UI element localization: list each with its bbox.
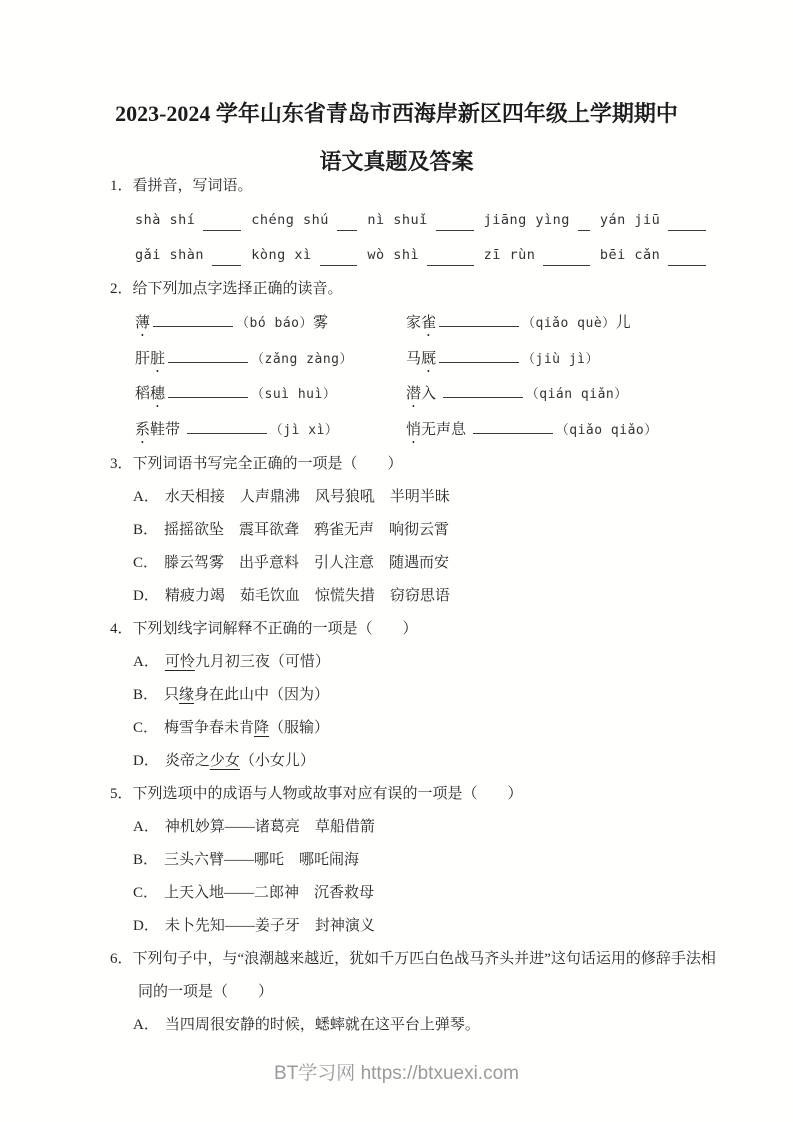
answer-blank — [668, 265, 706, 266]
word-rest: 鞋带 — [150, 421, 184, 438]
q4-option-a — [133, 646, 716, 679]
q1-item — [600, 238, 716, 273]
footer-watermark: BT学习网 https://btxuexi.com — [274, 1063, 519, 1084]
option-label: A． — [133, 489, 159, 505]
option-pre: 炎帝之 — [164, 753, 210, 769]
option-rest: （小女儿） — [239, 753, 315, 769]
q4-option-d — [133, 745, 716, 778]
option-text: 摇摇欲坠 震耳欲聋 鸦雀无声 响彻云霄 — [164, 522, 450, 538]
q5-option-b — [133, 844, 716, 877]
q1-pinyin-row-2 — [135, 238, 716, 273]
pinyin-label: zī rùn — [483, 247, 536, 263]
q1-item — [484, 238, 600, 273]
answer-blank — [427, 265, 473, 266]
option-text: 精疲力竭 茹毛饮血 惊慌失措 窃窃思语 — [164, 588, 450, 604]
option-rest: 身在此山中（因为） — [194, 687, 330, 703]
option-text: 滕云驾雾 出乎意料 引人注意 随遇而安 — [164, 555, 450, 571]
word-dotted-char: 潜 — [406, 386, 422, 402]
pinyin-label: nì shuǐ — [367, 212, 428, 228]
q1-item — [251, 203, 367, 238]
option-label: A． — [133, 1017, 159, 1033]
q5-option-c — [133, 877, 716, 910]
pinyin-label: bēi cǎn — [599, 247, 661, 263]
answer-blank — [436, 230, 474, 231]
option-label: D． — [133, 753, 159, 769]
option-label: A． — [133, 654, 159, 670]
q3-stem: 3．下列词语书写完全正确的一项是（ ） — [110, 456, 403, 472]
answer-blank — [320, 265, 358, 266]
underlined-word: 降 — [254, 720, 270, 736]
pinyin-choices: （suì huì） — [251, 387, 337, 402]
underlined-word: 可怜 — [164, 654, 195, 670]
answer-blank — [168, 346, 248, 363]
q3-option-c — [133, 547, 716, 580]
pinyin-label: wò shì — [367, 247, 420, 263]
option-label: B． — [133, 522, 159, 538]
answer-blank — [439, 346, 519, 363]
underlined-word: 少女 — [209, 753, 240, 769]
q1-pinyin-row-1 — [135, 203, 716, 238]
word-dotted-char: 厩 — [421, 350, 437, 367]
pinyin-choices: （zǎng zàng） — [251, 351, 353, 367]
exam-content — [110, 170, 716, 1042]
word-dotted-char: 穗 — [150, 386, 166, 402]
word-pre: 肝 — [135, 350, 151, 367]
q1-item — [135, 238, 251, 273]
pinyin-label: chéng shú — [251, 212, 329, 228]
pinyin-choices: （qiǎo què） — [522, 316, 616, 331]
option-label: C． — [133, 885, 159, 901]
q3-option-b — [133, 514, 716, 547]
word-dotted-char: 脏 — [150, 350, 166, 367]
q2-stem: 2．给下列加点字选择正确的读音。 — [110, 281, 343, 297]
option-pre: 只 — [164, 687, 180, 703]
option-text: 上天入地——二郎神 沉香救母 — [164, 885, 375, 901]
q1-stem: 1．看拼音，写词语。 — [110, 178, 253, 194]
word-tail: 雾 — [312, 315, 328, 331]
q2-item — [406, 342, 716, 378]
q6-option-a — [133, 1009, 716, 1042]
q2-item — [406, 413, 716, 449]
q1-item — [484, 203, 600, 238]
pinyin-label: yán jiū — [599, 212, 661, 228]
option-text: 当四周很安静的时候，蟋蟀就在这平台上弹琴。 — [164, 1017, 480, 1033]
q1-item — [251, 238, 367, 273]
answer-blank — [473, 417, 553, 434]
q1-item — [367, 238, 483, 273]
pinyin-choices: （jì xì） — [269, 422, 339, 438]
answer-blank — [439, 310, 519, 327]
option-label: B． — [133, 852, 159, 868]
word-tail: 儿 — [615, 315, 631, 331]
answer-blank — [187, 417, 267, 434]
q3-option-d — [133, 580, 716, 613]
word-dotted-char: 雀 — [421, 315, 437, 331]
q1-item — [367, 203, 483, 238]
q2-item — [135, 377, 406, 413]
q5-option-a — [133, 811, 716, 844]
option-label: B． — [133, 687, 159, 703]
option-rest: （服输） — [269, 720, 330, 736]
word-dotted-char: 悄 — [406, 421, 422, 438]
title-line-2: 语文真题及答案 — [319, 149, 474, 174]
answer-blank — [153, 310, 233, 327]
word-pre: 马 — [406, 350, 422, 367]
option-label: C． — [133, 555, 159, 571]
option-text: 三头六臂——哪吒 哪吒闹海 — [164, 852, 360, 868]
answer-blank — [578, 230, 590, 231]
q2-item — [135, 413, 406, 449]
option-label: C． — [133, 720, 159, 736]
pinyin-label: shà shí — [135, 212, 196, 228]
pinyin-choices: （qián qiǎn） — [525, 387, 628, 402]
underlined-word: 缘 — [179, 687, 195, 703]
q2-item — [406, 377, 716, 413]
pinyin-label: jiāng yìng — [483, 212, 570, 228]
answer-blank — [203, 230, 241, 231]
option-label: A． — [133, 819, 159, 835]
option-pre: 梅雪争春未肯 — [164, 720, 255, 736]
pinyin-choices: （bó báo） — [236, 316, 313, 331]
q4-stem: 4．下列划线字词解释不正确的一项是（ ） — [110, 621, 418, 637]
word-rest: 无声息 — [421, 421, 470, 438]
word-rest: 入 — [421, 386, 440, 402]
q2-item — [406, 306, 716, 342]
q4-option-b — [133, 679, 716, 712]
option-text: 神机妙算——诸葛亮 草船借箭 — [164, 819, 375, 835]
q6-stem: 6．下列句子中，与“浪潮越来越近，犹如千万匹白色战马齐头并进”这句话运用的修辞手法相同的一项是（ ） — [110, 951, 716, 1000]
q1-item — [600, 203, 716, 238]
answer-blank — [337, 230, 358, 231]
pinyin-label: kòng xì — [251, 247, 312, 263]
pinyin-label: gǎi shàn — [135, 247, 205, 263]
q3-option-a — [133, 481, 716, 514]
answer-blank — [168, 381, 248, 398]
title-line-1: 2023-2024 学年山东省青岛市西海岸新区四年级上学期期中 — [115, 101, 678, 126]
word-dotted-char: 薄 — [135, 315, 151, 331]
answer-blank — [543, 265, 589, 266]
answer-blank — [443, 381, 523, 398]
q5-stem: 5．下列选项中的成语与人物或故事对应有误的一项是（ ） — [110, 786, 523, 802]
word-dotted-char: 系 — [135, 421, 151, 438]
q2-items-grid — [135, 306, 716, 448]
option-label: D． — [133, 588, 159, 604]
answer-blank — [668, 230, 706, 231]
option-label: D． — [133, 918, 159, 934]
word-pre: 稻 — [135, 386, 151, 402]
word-pre: 家 — [406, 315, 422, 331]
pinyin-choices: （qiǎo qiǎo） — [555, 422, 658, 438]
option-text: 水天相接 人声鼎沸 风号狼吼 半明半昧 — [164, 489, 450, 505]
pinyin-choices: （jiù jì） — [522, 351, 599, 367]
q2-item — [135, 342, 406, 378]
answer-blank — [212, 265, 241, 266]
q5-option-d — [133, 910, 716, 943]
option-text: 未卜先知——姜子牙 封神演义 — [164, 918, 375, 934]
q2-item — [135, 306, 406, 342]
option-rest: 九月初三夜（可惜） — [194, 654, 330, 670]
q4-option-c — [133, 712, 716, 745]
q1-item — [135, 203, 251, 238]
